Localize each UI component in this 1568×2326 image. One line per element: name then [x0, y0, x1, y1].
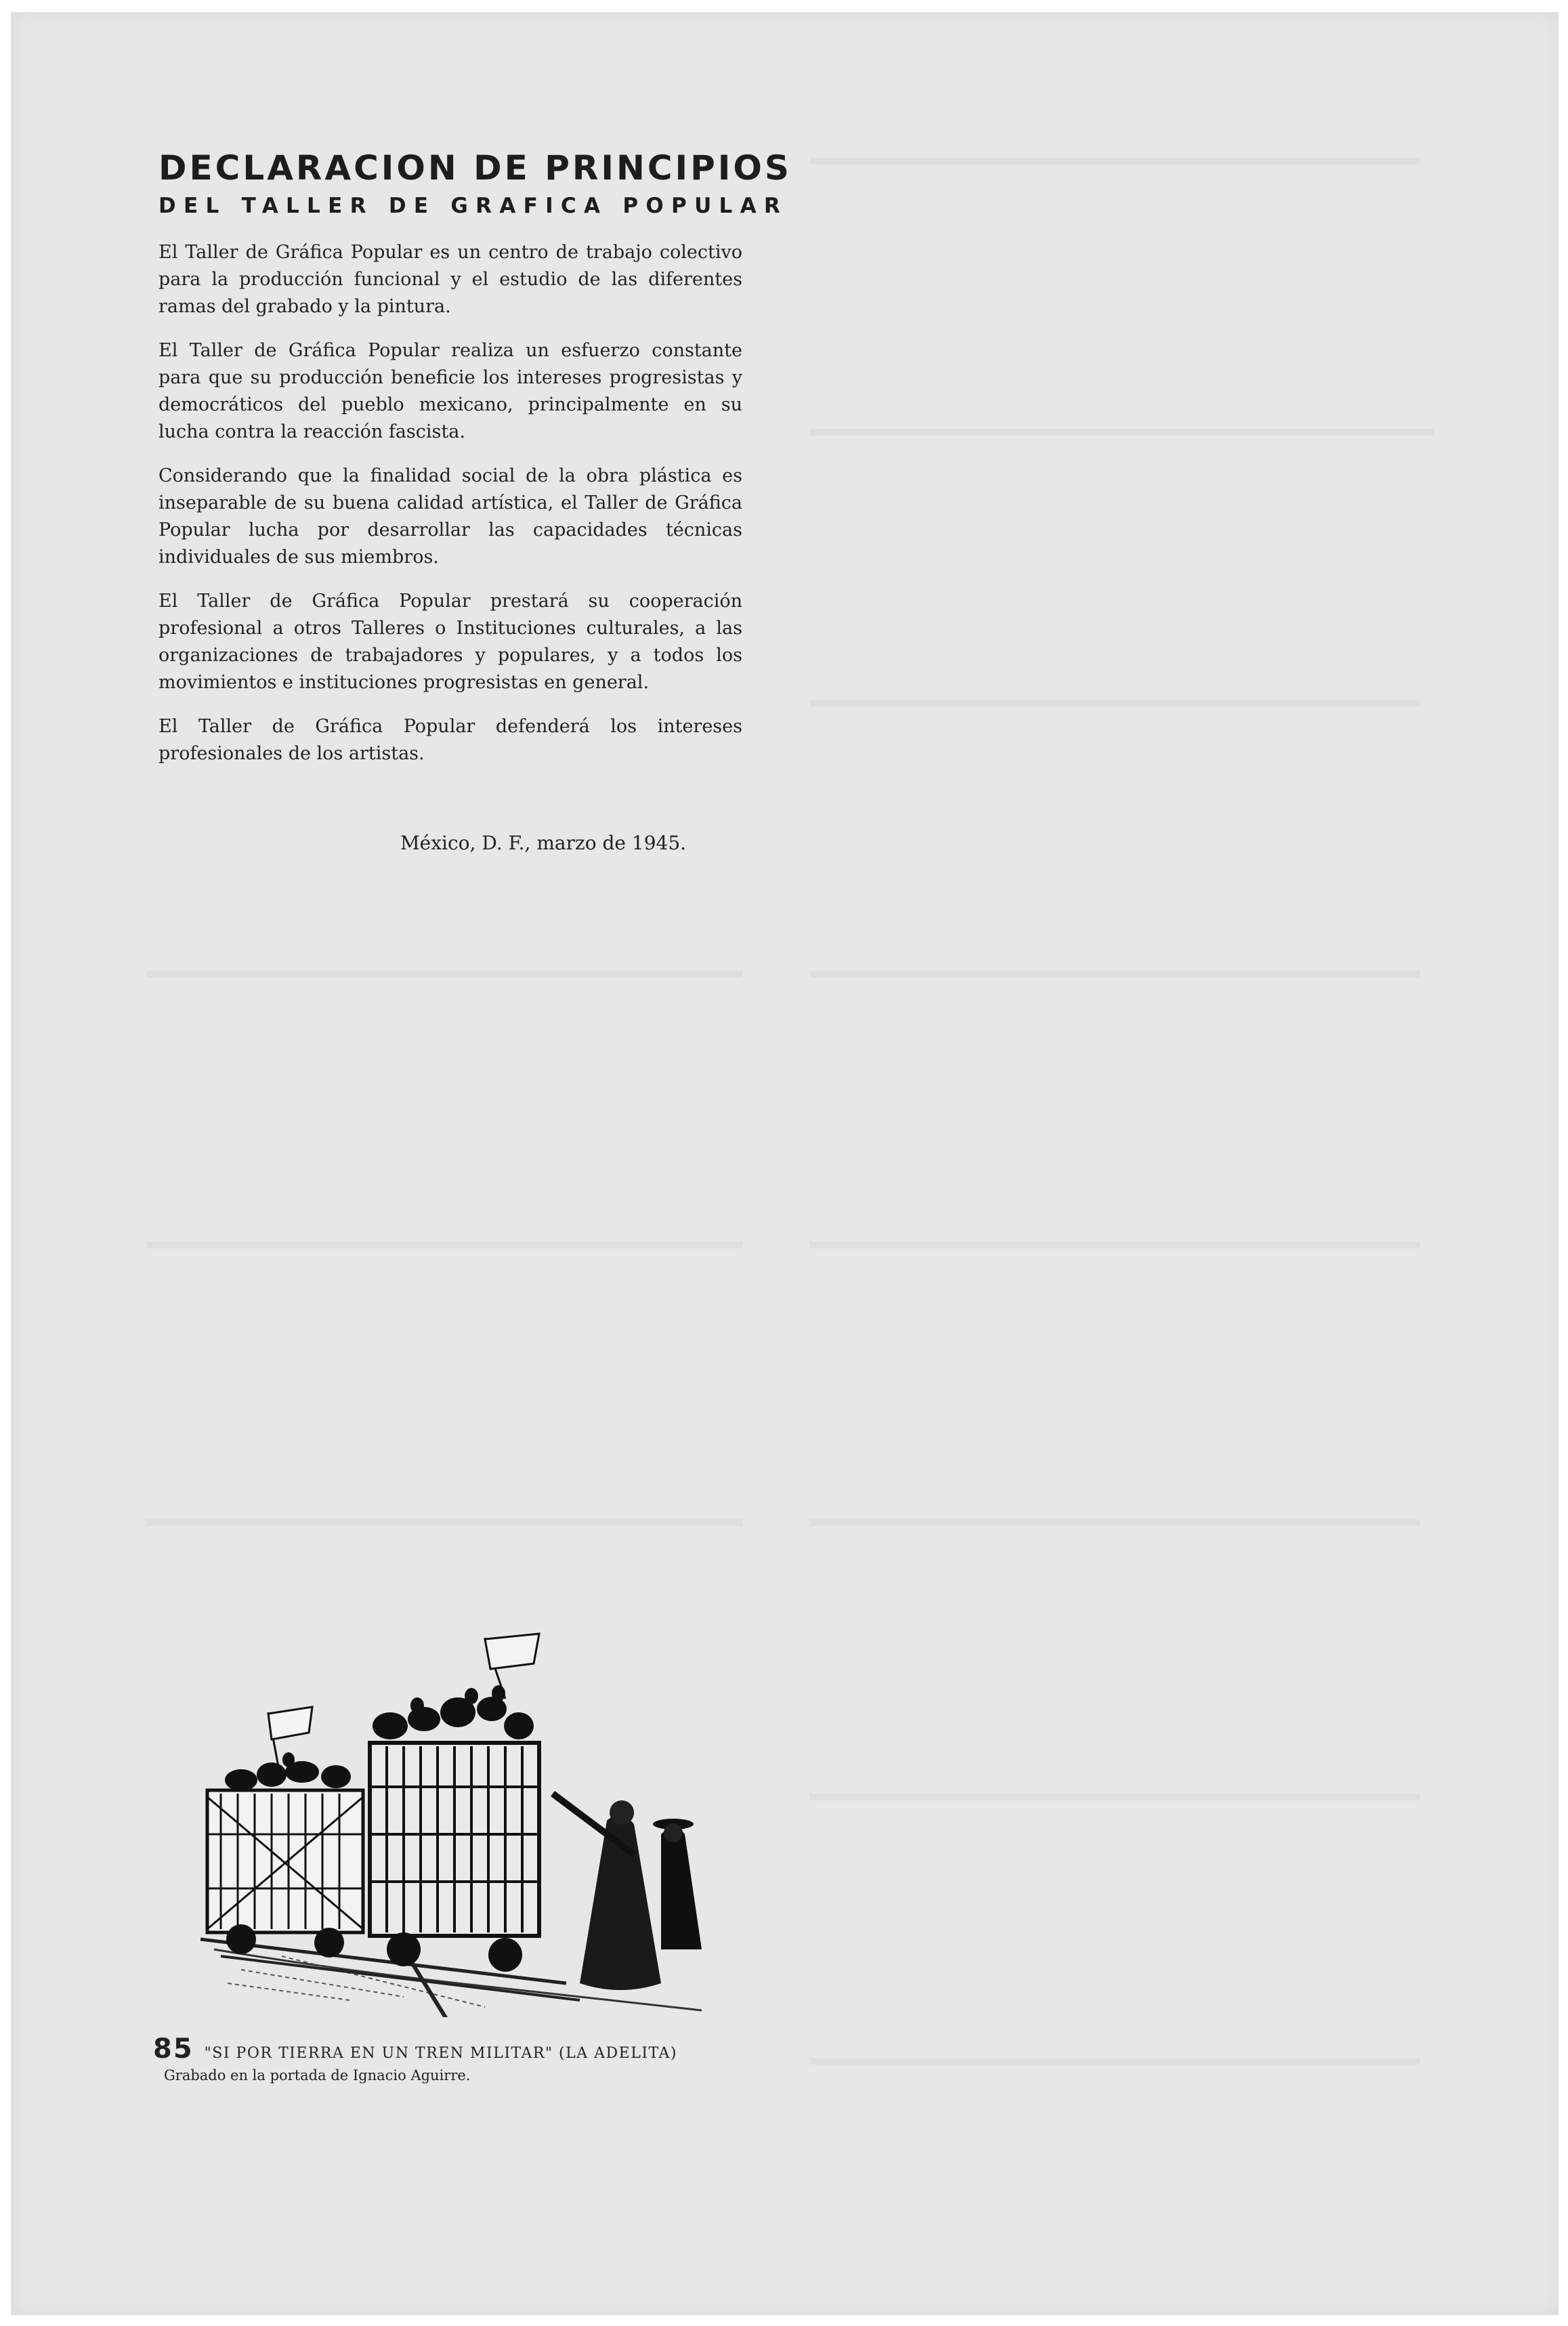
paragraph: El Taller de Gráfica Popular es un centro de trabajo colectivo para la producción funcional y el estudio de las diferentes ramas del grabado y la pintura.: [158, 242, 742, 317]
heading-subtitle: DEL TALLER DE GRAFICA POPULAR: [158, 194, 788, 218]
heading: [158, 148, 792, 219]
document-page: [11, 12, 1559, 2315]
caption-credit: Grabado en la portada de Ignacio Aguirre.: [164, 2067, 471, 2084]
declaration-body: [158, 239, 742, 784]
signature-line: México, D. F., marzo de 1945.: [400, 832, 687, 854]
train-engraving-image: [200, 1631, 715, 2017]
heading-title: DECLARACION DE PRINCIPIOS: [158, 148, 792, 188]
plate-number: 85: [153, 2033, 194, 2065]
caption-title: "SI POR TIERRA EN UN TREN MILITAR" (LA ADELITA): [204, 2045, 677, 2062]
paragraph: El Taller de Gráfica Popular realiza un esfuerzo constante para que su producción beneficie los intereses progresistas y democráticos del pueblo mexicano, principalmente en su lucha contra la reacción fascista.: [158, 340, 742, 442]
paragraph: El Taller de Gráfica Popular defenderá los intereses profesionales de los artistas.: [158, 716, 742, 764]
paragraph: Considerando que la finalidad social de la obra plástica es inseparable de su buena calidad artística, el Taller de Gráfica Popular lucha por desarrollar las capacidades técnicas individuales de sus miembros.: [158, 465, 742, 568]
figure-caption: [153, 2033, 749, 2084]
paragraph: El Taller de Gráfica Popular prestará su cooperación profesional a otros Talleres o Instituciones culturales, a las organizaciones de trabajadores y populares, y a todos los movimientos e instituciones progresistas en general.: [158, 591, 742, 693]
